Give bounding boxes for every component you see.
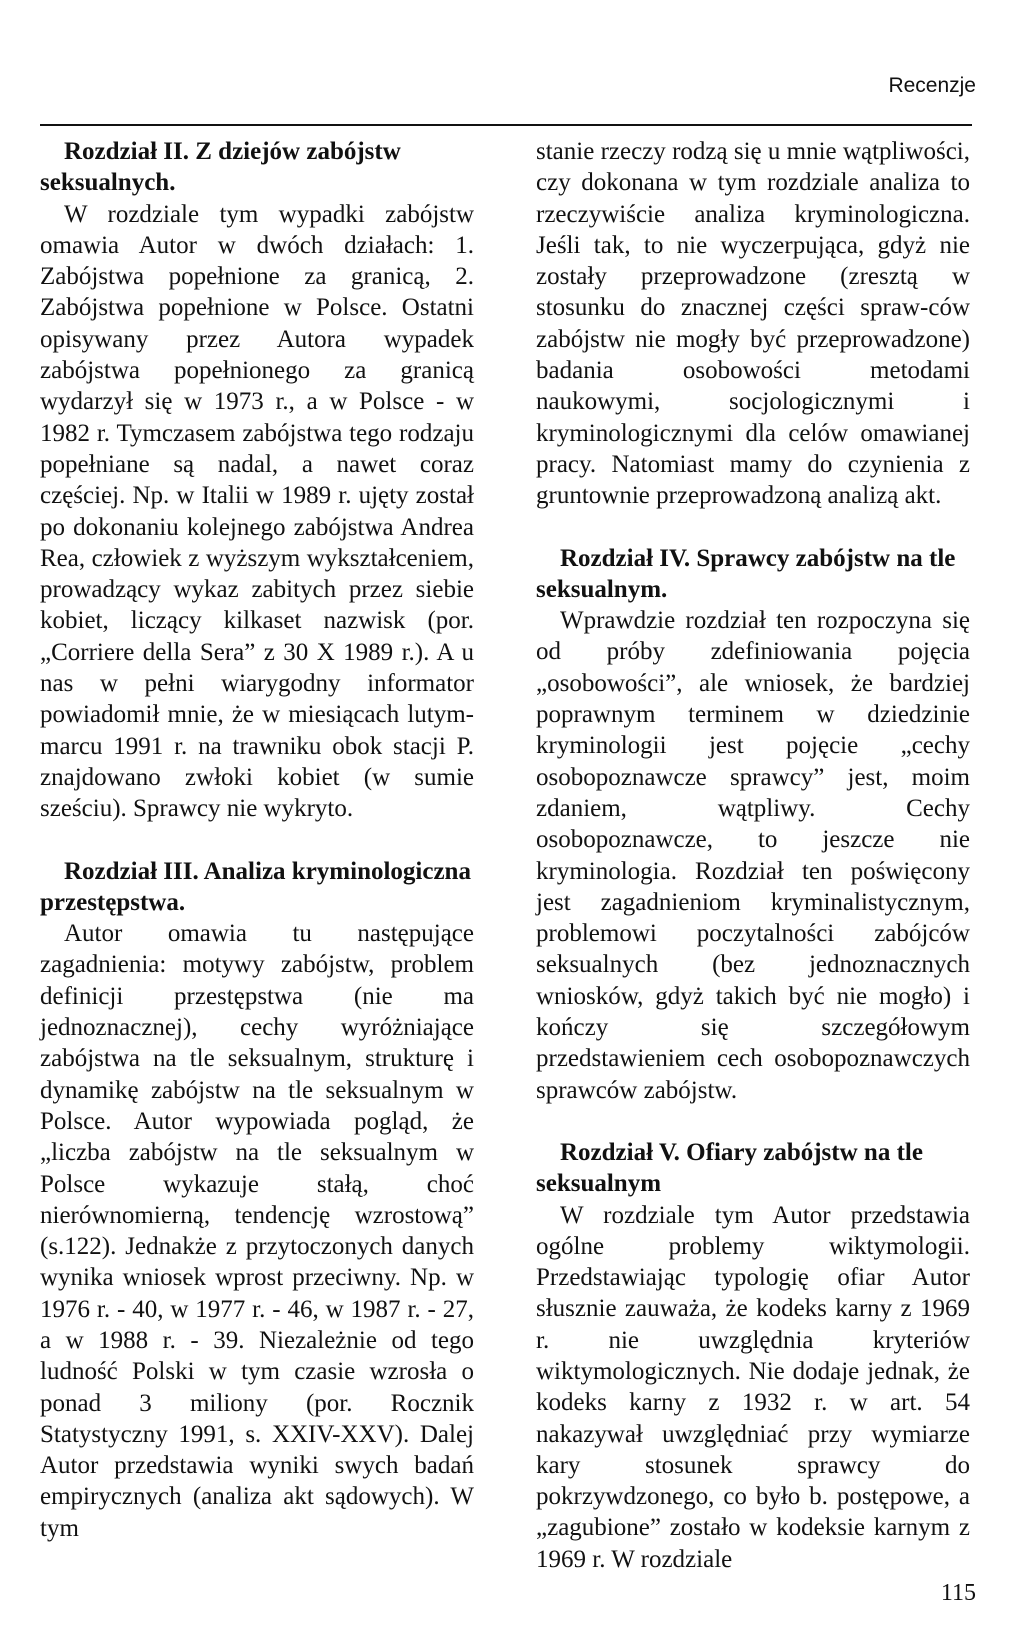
- spacer: [40, 825, 474, 856]
- left-column: [40, 136, 474, 1544]
- right-column: [536, 136, 970, 1575]
- spacer: [536, 512, 970, 543]
- header-rule: [40, 124, 972, 126]
- section-2-paragraph: W rozdziale tym wypadki zabójstw omawia Autor w dwóch działach: 1. Zabójstwa popełnione za granicą, 2. Zabójstwa popełnione w Polsce. Ostatni opisywany przez Autora wypadek zabójstwa popełnionego za granicą wydarzył się w 1973 r., a w Polsce - w 1982 r. Tymczasem zabójstwa tego rodzaju popełniane są nadal, a nawet coraz częściej. Np. w Italii w 1989 r. ujęty został po dokonaniu kolejnego zabójstwa Andrea Rea, człowiek z wyższym wykształceniem, prowadzący wykaz zabitych przez siebie kobiet, liczący kilkaset nazwisk (por. „Corriere della Sera” z 30 X 1989 r.). A u nas w pełni wiarygodny informator powiadomił mnie, że w miesiącach lutym-marcu 1991 r. na trawniku obok stacji P. znajdowano zwłoki kobiet (w sumie sześciu). Sprawcy nie wykryto.: [40, 200, 474, 823]
- running-header: Recenzje: [888, 74, 976, 97]
- section-4-paragraph: Wprawdzie rozdział ten rozpoczyna się od próby zdefiniowania pojęcia „osobowości”, ale wniosek, że bardziej poprawnym terminem w dziedzinie kryminologii jest pojęcie „cechy osobopoznawcze sprawcy” jest, moim zdaniem, wątpliwy. Cechy osobopoznawcze, to jeszcze nie kryminologia. Rozdział ten poświęcony jest zagadnieniom kryminalistycznym, problemowi poczytalności zabójców seksualnych (bez jednoznacznych wniosków, gdyż takich być nie mogło) i kończy się szczegółowym przedstawieniem cech osobopoznawczych sprawców zabójstw.: [536, 607, 970, 1104]
- section-5-paragraph: W rozdziale tym Autor przedstawia ogólne problemy wiktymologii. Przedstawiając typologię ofiar Autor słusznie zauważa, że kodeks karny z 1969 r. nie uwzględnia kryteriów wiktymologicznych. Nie dodaje jednak, że kodeks karny z 1932 r. w art. 54 nakazywał uwzględniać przy wymiarze kary stosunek sprawcy do pokrzywdzonego, co było b. postępowe, a „zagubione” zostało w kodeksie karnym z 1969 r. W rozdziale: [536, 1201, 970, 1573]
- section-4-heading: Rozdział IV. Sprawcy zabójstw na tle seksualnym.: [536, 544, 956, 603]
- section-2-heading: Rozdział II. Z dziejów zabójstw seksualnych.: [40, 138, 401, 197]
- continuation-paragraph: stanie rzeczy rodzą się u mnie wątpliwości, czy dokonana w tym rozdziale analiza to rzeczywiście analiza kryminologiczna. Jeśli tak, to nie wyczerpująca, gdyż nie zostały przeprowadzone (zresztą w stosunku do znacznej części spraw-ców zabójstw nie mogły być przeprowadzone) badania osobowości metodami naukowymi, socjologicznymi i kryminologicznymi dla celów omawianej pracy. Natomiast mamy do czynienia z gruntownie przeprowadzoną analizą akt.: [536, 138, 970, 510]
- section-5-heading: Rozdział V. Ofiary zabójstw na tle seksualnym: [536, 1138, 923, 1198]
- page-number: 115: [940, 1580, 976, 1606]
- section-3-heading: Rozdział III. Analiza kryminologiczna przestępstwa.: [40, 857, 471, 916]
- section-3-paragraph: Autor omawia tu następujące zagadnienia: motywy zabójstw, problem definicji przestępstwa (nie ma jednoznacznej), cechy wyróżniające zabójstwa na tle seksualnym, strukturę i dynamikę zabójstw na tle seksualnym w Polsce. Autor wypowiada pogląd, że „liczba zabójstw na tle seksualnym w Polsce wykazuje stałą, choć nierównomierną, tendencję wzrostową” (s.122). Jednakże z przytoczonych danych wynika wniosek wprost przeciwny. Np. w 1976 r. - 40, w 1977 r. - 46, w 1987 r. - 27, a w 1988 r. - 39. Niezależnie od tego ludność Polski w tym czasie wzrosła o ponad 3 miliony (por. Rocznik Statystyczny 1991, s. XXIV-XXV). Dalej Autor przedstawia wyniki swych badań empirycznych (analiza akt sądowych). W tym: [40, 920, 474, 1542]
- spacer: [536, 1106, 970, 1137]
